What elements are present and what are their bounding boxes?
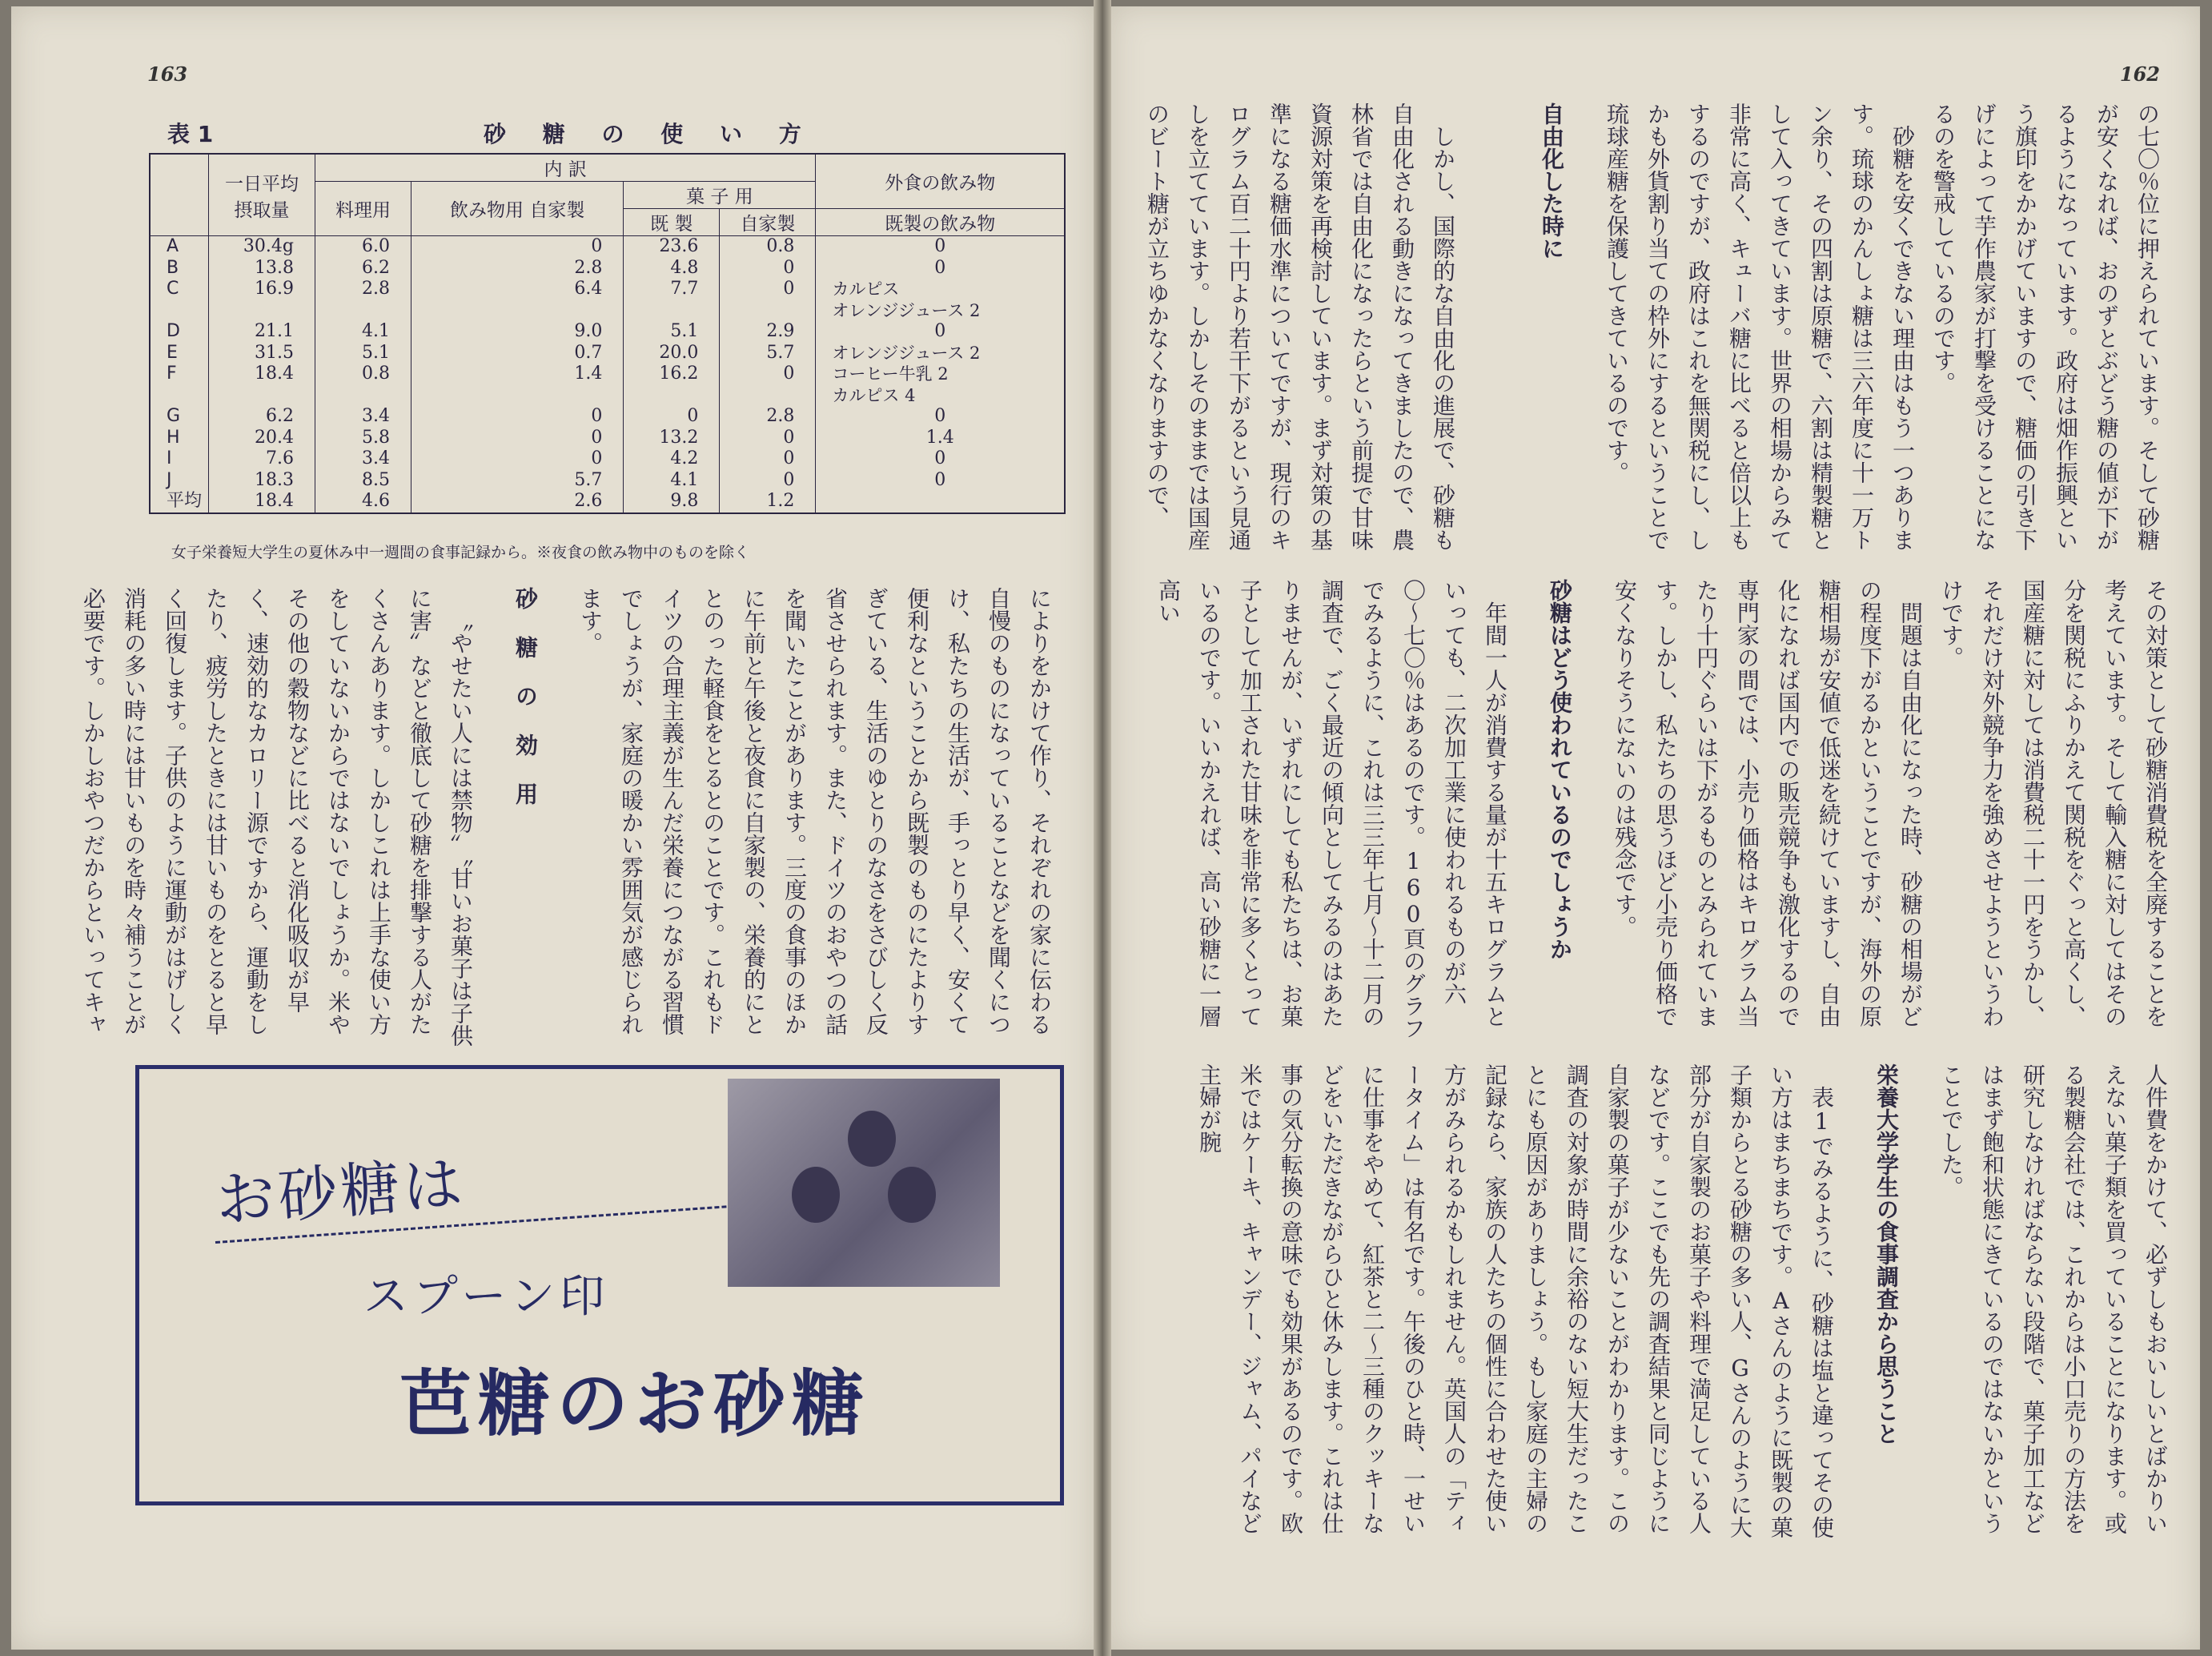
table-cell-home: 0 xyxy=(720,470,816,492)
table-cell-home: 0.8 xyxy=(720,236,816,258)
header-drinks-home: 飲み物用 自家製 xyxy=(411,182,624,236)
table-cell-intake: 6.2 xyxy=(209,406,315,428)
table-cell-extra: オレンジジュース 2 xyxy=(816,300,1065,322)
left-lower-paragraph-2: 〝やせたい人には禁物〟〝甘いお菓子は子供に害〟などと徹底して砂糖を排撃する人がたくさんあります。しかしこれは上手な使い方をしていないからではないでしょうか。米やその他の穀物などに比べると消化吸収が早く、速効的なカロリー源ですから、運動をしたり、疲労したときには甘いものをとると早く回復します。子供のように運動がはげしく消耗の多い時には甘いものを時々補うことが必要です。しかしおやつだからといってキャ xyxy=(80,587,474,1047)
table-cell-home: 2.8 xyxy=(720,406,816,428)
table-row xyxy=(150,491,1065,513)
table-row xyxy=(150,279,1065,300)
table-cell-extra: 0 xyxy=(816,321,1065,343)
left-page xyxy=(11,6,1094,1650)
table-cell-intake: 18.3 xyxy=(209,470,315,492)
table-cell-label: B xyxy=(150,258,209,279)
table-cell-cooking: 0.8 xyxy=(315,364,411,385)
right-upper-heading: 自由化した時に xyxy=(1539,102,1565,259)
table-cell-intake xyxy=(209,385,315,407)
table-cell-home: 0 xyxy=(720,364,816,385)
table-row xyxy=(150,364,1065,385)
table-cell-ready xyxy=(624,385,720,407)
right-lower-paragraph-2: 表1でみるように、砂糖は塩と違ってその使い方はまちまちです。Aさんのように既製の菓子類からとる砂糖の多い人、Gさんのように大部分が自家製のお菓子や料理で満足している人などです。ここでも先の調査結果と同じように自家製の菓子が少ないことがわかります。この調査の対象が時間に余裕のない短大生だったことにも原因がありましょう。もし家庭の主婦の記録なら、家族の人たちの個性に合わせた使い方がみられるかもしれません。英国人の「ティータイム」は有名です。午後のひと時、一せいに仕事をやめて、紅茶と二〜三種のクッキーなどをいただきながらひと休みします。これは仕事の気分転換の意味でも効果があるのです。欧米ではケーキ、キャンデー、ジャム、パイなど主婦が腕 xyxy=(1196,1063,1835,1538)
table-cell-ready: 4.1 xyxy=(624,470,720,492)
right-lower-text xyxy=(1143,1063,2176,1544)
table-row xyxy=(150,470,1065,492)
table-cell-extra: 0 xyxy=(816,406,1065,428)
table-cell-ready: 5.1 xyxy=(624,321,720,343)
book-gutter xyxy=(1094,0,1111,1656)
table-cell-extra xyxy=(816,491,1065,513)
table-cell-label: H xyxy=(150,428,209,449)
header-cooking: 料理用 xyxy=(315,182,411,236)
table-cell-label: 平均 xyxy=(150,491,209,513)
table-cell-extra: 0 xyxy=(816,258,1065,279)
table-cell-label xyxy=(150,385,209,407)
right-middle-paragraph-1: その対策として砂糖消費税を全廃することを考えています。そして輸入糖に対してはその分を関税にふりかえて関税をぐっと高くし、国産糖に対しては消費税二十一円をうかし、それだけ対外競争力を強めさせようというわけです。 xyxy=(1938,579,2169,1027)
table-cell-drink: 5.7 xyxy=(411,470,624,492)
table-cell-cooking: 2.8 xyxy=(315,279,411,300)
table-cell-intake: 13.8 xyxy=(209,258,315,279)
table-cell-intake: 16.9 xyxy=(209,279,315,300)
table-cell-cooking: 3.4 xyxy=(315,448,411,470)
right-lower-heading: 栄養大学学生の食事調査から思うこと xyxy=(1873,1063,1900,1445)
table-row xyxy=(150,385,1065,407)
table-cell-intake xyxy=(209,300,315,322)
table-cell-intake: 31.5 xyxy=(209,343,315,364)
table-cell-drink: 6.4 xyxy=(411,279,624,300)
left-lower-paragraph-1: によりをかけて作り、それぞれの家に伝わる自慢のものになっていることなどを聞くにつけ、私たちの生活が、手っとり早く、安くて便利なということから既製のものにたよりすぎている、生活のゆとりのなさをさびしく反省させられます。また、ドイツのおやつの話を聞いたことがあります。三度の食事のほかに午前と午後と夜食に自家製の、栄養的にととのった軽食をとるとのことです。これもドイツの合理主義が生んだ栄養につながる習慣でしょうが、家庭の暖かい雰囲気が感じられます。 xyxy=(577,587,1053,1035)
table-cell-label: J xyxy=(150,470,209,492)
header-breakdown: 内 訳 xyxy=(315,154,816,182)
table-cell-ready: 0 xyxy=(624,406,720,428)
table-cell-drink: 9.0 xyxy=(411,321,624,343)
table-cell-ready: 20.0 xyxy=(624,343,720,364)
ad-brand: スプーン印 xyxy=(363,1271,610,1323)
table-cell-home xyxy=(720,385,816,407)
table-row xyxy=(150,428,1065,449)
table-cell-cooking: 6.2 xyxy=(315,258,411,279)
table-row xyxy=(150,448,1065,470)
table-cell-drink: 0.7 xyxy=(411,343,624,364)
table-cell-home: 0 xyxy=(720,428,816,449)
table-cell-label: A xyxy=(150,236,209,258)
table-cell-home xyxy=(720,300,816,322)
table-cell-intake: 20.4 xyxy=(209,428,315,449)
page-number-left: 163 xyxy=(147,62,188,86)
sugar-advertisement xyxy=(135,1065,1064,1505)
table-cell-cooking: 5.1 xyxy=(315,343,411,364)
table-cell-label: D xyxy=(150,321,209,343)
table-cell-label: E xyxy=(150,343,209,364)
table-cell-drink: 0 xyxy=(411,406,624,428)
table-corner-cell xyxy=(150,154,209,236)
table-cell-drink: 2.6 xyxy=(411,491,624,513)
right-page xyxy=(1111,6,2200,1650)
header-ready-drinks: 既製の飲み物 xyxy=(816,209,1065,236)
page-number-right: 162 xyxy=(2119,62,2160,86)
table-cell-home: 1.2 xyxy=(720,491,816,513)
table-cell-cooking xyxy=(315,300,411,322)
table-row xyxy=(150,406,1065,428)
table-cell-intake: 7.6 xyxy=(209,448,315,470)
table-cell-label: I xyxy=(150,448,209,470)
right-middle-heading: 砂糖はどう使われているのでしょうか xyxy=(1547,579,1573,960)
table-cell-ready: 4.8 xyxy=(624,258,720,279)
table-cell-intake: 18.4 xyxy=(209,491,315,513)
table-cell-cooking: 6.0 xyxy=(315,236,411,258)
right-middle-text xyxy=(1143,579,2176,1047)
right-upper-paragraph-2: 砂糖を安くできない理由はもう一つあります。琉球のかんしょ糖は三六年度に十一万トン余り、その四割は原糖で、六割は精製糖として入ってきています。世界の相場からみて非常に高く、キューバ糖に比べると倍以上もするのですが、政府はこれを無関税にし、しかも外貨割り当ての枠外にするということで琉球産糖を保護してきているのです。 xyxy=(1604,102,1916,551)
table-note: 女子栄養短大学生の夏休み中一週間の食事記録から。※夜食の飲み物中のものを除く xyxy=(171,544,750,561)
table-label: 表 1 xyxy=(167,121,214,147)
table-cell-ready: 23.6 xyxy=(624,236,720,258)
table-row xyxy=(150,300,1065,322)
table-cell-extra: 1.4 xyxy=(816,428,1065,449)
left-lower-heading: 砂 糖 の 効 用 xyxy=(512,587,539,805)
table-title: 砂 糖 の 使 い 方 xyxy=(484,121,816,147)
table-cell-cooking xyxy=(315,385,411,407)
table-cell-drink: 0 xyxy=(411,428,624,449)
table-cell-drink: 0 xyxy=(411,236,624,258)
table-cell-home: 5.7 xyxy=(720,343,816,364)
header-confection-ready: 既 製 xyxy=(624,209,720,236)
header-confection-home: 自家製 xyxy=(720,209,816,236)
table-cell-drink xyxy=(411,300,624,322)
table-cell-ready: 4.2 xyxy=(624,448,720,470)
table-cell-intake: 30.4g xyxy=(209,236,315,258)
table-cell-ready: 9.8 xyxy=(624,491,720,513)
ad-headline: お砂糖は xyxy=(213,1149,468,1236)
right-upper-paragraph-1: の七〇％位に押えられています。そして砂糖が安くなれば、おのずとぶどう糖の値が下がるようになっています。政府は畑作振興という旗印をかかげていますので、糖価の引き下げによって芋作農家が打撃を受けることになるのを警戒しているのです。 xyxy=(1930,102,2161,551)
table-cell-cooking: 4.1 xyxy=(315,321,411,343)
ad-product: 芭糖のお砂糖 xyxy=(399,1362,870,1446)
right-upper-text xyxy=(1467,102,2168,551)
table-cell-extra: オレンジジュース 2 xyxy=(816,343,1065,364)
table-cell-drink: 1.4 xyxy=(411,364,624,385)
table-cell-extra: コーヒー牛乳 2 xyxy=(816,364,1065,385)
table-cell-extra: 0 xyxy=(816,470,1065,492)
ad-photo-figure xyxy=(848,1111,896,1167)
table-cell-cooking: 5.8 xyxy=(315,428,411,449)
right-lower-paragraph-1: 人件費をかけて、必ずしもおいしいとばかりいえない菓子類を買っていることになります。或る製糖会社では、これからは小口売りの方法を研究しなければならない段階で、菓子加工などはまず飽和状態にきているのではないかということでした。 xyxy=(1938,1063,2169,1534)
right-upper-continued-paragraph: しかし、国際的な自由化の進展で、砂糖も自由化される動きになってきましたので、農林省では自由化になったらという前提で甘味資源対策を再検討しています。まず対策の基準になる糖価水準についてですが、現行のキログラム百二十円より若干下がるという見通しを立てています。しかしそのままでは国産のビート糖が立ちゆかなくなりますので、 xyxy=(1144,102,1456,551)
table-cell-drink xyxy=(411,385,624,407)
table-cell-cooking: 8.5 xyxy=(315,470,411,492)
table-body xyxy=(150,236,1065,513)
table-row xyxy=(150,321,1065,343)
table-cell-label: G xyxy=(150,406,209,428)
table-cell-extra: 0 xyxy=(816,448,1065,470)
table-cell-label: F xyxy=(150,364,209,385)
table-cell-intake: 21.1 xyxy=(209,321,315,343)
header-confection: 菓 子 用 xyxy=(624,182,816,209)
ad-photo-figure xyxy=(792,1167,840,1223)
table-cell-cooking: 3.4 xyxy=(315,406,411,428)
ad-photo-figure xyxy=(888,1167,936,1223)
table-cell-cooking: 4.6 xyxy=(315,491,411,513)
right-upper-text-continued xyxy=(1143,102,1463,551)
ad-photo xyxy=(728,1079,1000,1287)
table-cell-ready: 16.2 xyxy=(624,364,720,385)
table-cell-label xyxy=(150,300,209,322)
table-row xyxy=(150,236,1065,258)
table-cell-ready xyxy=(624,300,720,322)
table-cell-ready: 7.7 xyxy=(624,279,720,300)
sugar-usage-table xyxy=(149,153,1066,514)
header-eating-out: 外食の飲み物 xyxy=(816,154,1065,209)
right-middle-paragraph-3: 年間一人が消費する量が十五キログラムといっても、二次加工業に使われるものが六〇〜七〇％はあるのです。160頁のグラフでみるように、これは三三年七月〜十二月の調査で、ごく最近の傾向としてみるのはあたりませんが、いずれにしても私たちは、お菓子として加工された甘味を非常に多くとっているのです。いいかえれば、高い砂糖に一層高い xyxy=(1155,579,1508,1039)
left-lower-text xyxy=(80,587,1060,1055)
table-cell-extra: カルピス 4 xyxy=(816,385,1065,407)
table-cell-extra: カルピス xyxy=(816,279,1065,300)
table-cell-home: 0 xyxy=(720,279,816,300)
table-row xyxy=(150,258,1065,279)
table-cell-intake: 18.4 xyxy=(209,364,315,385)
table-cell-label: C xyxy=(150,279,209,300)
table-cell-home: 0 xyxy=(720,258,816,279)
table-row xyxy=(150,343,1065,364)
header-intake: 一日平均 摂取量 xyxy=(209,154,315,236)
table-cell-extra: 0 xyxy=(816,236,1065,258)
table-cell-home: 2.9 xyxy=(720,321,816,343)
table-cell-drink: 2.8 xyxy=(411,258,624,279)
table-cell-home: 0 xyxy=(720,448,816,470)
right-middle-paragraph-2: 問題は自由化になった時、砂糖の相場がどの程度下がるかということですが、海外の原糖相場が安値で低迷を続けていますし、自由化になれば国内での販売競争も激化するので専門家の間では、小売り価格はキログラム当たり十円ぐらいは下がるものとみられています。しかし、私たちの思うほど小売り価格で安くなりそうにないのは残念です。 xyxy=(1612,579,1924,1027)
table-cell-ready: 13.2 xyxy=(624,428,720,449)
table-cell-drink: 0 xyxy=(411,448,624,470)
